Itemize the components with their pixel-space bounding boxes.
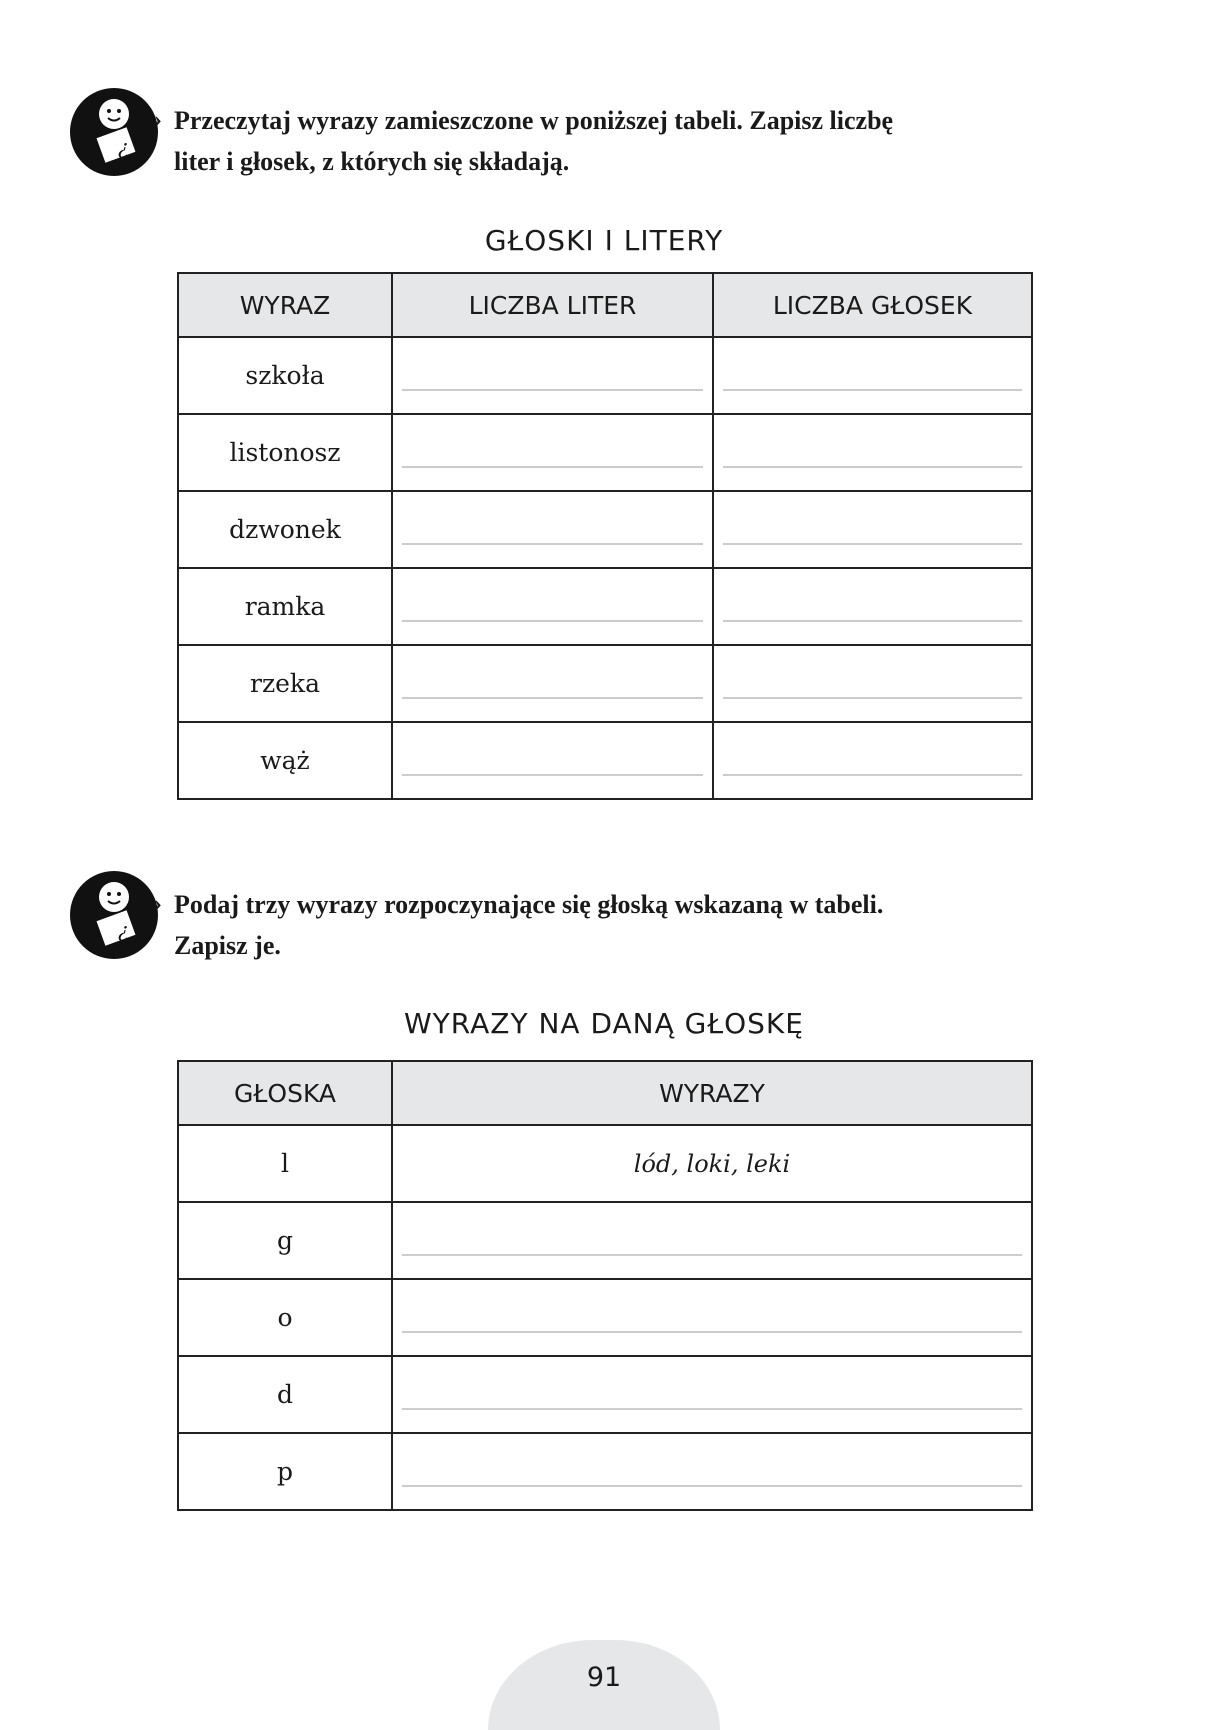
table-title: GŁOSKI I LITERY <box>484 224 724 257</box>
reading-child-icon <box>70 88 158 176</box>
column-header: GŁOSKA <box>178 1061 392 1125</box>
sound-cell: l <box>178 1125 392 1202</box>
letter-count-field[interactable] <box>392 337 713 414</box>
words-field[interactable] <box>392 1356 1032 1433</box>
word-cell: szkoła <box>178 337 392 414</box>
letters-sounds-table <box>177 272 1033 800</box>
sound-count-field[interactable] <box>713 645 1032 722</box>
letter-count-field[interactable] <box>392 568 713 645</box>
table-row <box>178 722 1032 799</box>
word-cell: ramka <box>178 568 392 645</box>
letter-count-field[interactable] <box>392 645 713 722</box>
words-field[interactable] <box>392 1202 1032 1279</box>
table-row <box>178 491 1032 568</box>
sound-cell: d <box>178 1356 392 1433</box>
letter-count-field[interactable] <box>392 414 713 491</box>
sound-cell: p <box>178 1433 392 1510</box>
instruction-text: Podaj trzy wyrazy rozpoczynające się głoską wskazaną w tabeli. <box>174 890 884 919</box>
sound-count-field[interactable] <box>713 414 1032 491</box>
words-field[interactable] <box>392 1279 1032 1356</box>
bullet-icon: › <box>154 891 162 917</box>
word-cell: wąż <box>178 722 392 799</box>
table-row <box>178 1356 1032 1433</box>
word-cell: dzwonek <box>178 491 392 568</box>
column-header: WYRAZ <box>178 273 392 337</box>
example-words: lód, loki, leki <box>392 1125 1032 1202</box>
table-title: WYRAZY NA DANĄ GŁOSKĘ <box>404 1007 804 1040</box>
sound-count-field[interactable] <box>713 722 1032 799</box>
page-number: 91 <box>488 1640 720 1730</box>
column-header: LICZBA GŁOSEK <box>713 273 1032 337</box>
table-row <box>178 1433 1032 1510</box>
table-row <box>178 645 1032 722</box>
column-header: WYRAZY <box>392 1061 1032 1125</box>
reading-child-icon <box>70 871 158 959</box>
letter-count-field[interactable] <box>392 491 713 568</box>
table-row <box>178 1202 1032 1279</box>
table-row <box>178 414 1032 491</box>
sound-cell: g <box>178 1202 392 1279</box>
bullet-icon: › <box>154 107 162 133</box>
sound-count-field[interactable] <box>713 568 1032 645</box>
table-row <box>178 568 1032 645</box>
instruction-text: Zapisz je. <box>174 931 281 960</box>
instruction-text: Przeczytaj wyrazy zamieszczone w poniższej tabeli. Zapisz liczbę <box>174 106 894 135</box>
svg-text:¿: ¿ <box>118 918 129 942</box>
letter-count-field[interactable] <box>392 722 713 799</box>
table-row <box>178 1125 1032 1202</box>
table-row <box>178 337 1032 414</box>
sound-cell: o <box>178 1279 392 1356</box>
words-field[interactable] <box>392 1433 1032 1510</box>
sound-count-field[interactable] <box>713 491 1032 568</box>
words-by-sound-table <box>177 1060 1033 1511</box>
word-cell: rzeka <box>178 645 392 722</box>
svg-text:¿: ¿ <box>118 135 129 159</box>
sound-count-field[interactable] <box>713 337 1032 414</box>
table-row <box>178 1279 1032 1356</box>
instruction-text: liter i głosek, z których się składają. <box>174 147 570 176</box>
column-header: LICZBA LITER <box>392 273 713 337</box>
word-cell: listonosz <box>178 414 392 491</box>
